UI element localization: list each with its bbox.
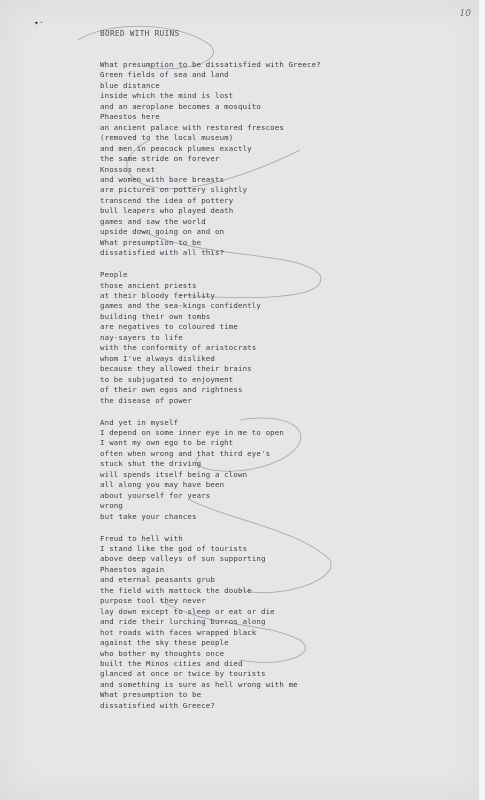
poem-line: Phaestos again	[100, 564, 165, 574]
poem-line: What presumption to be dissatisfied with Greece?	[100, 60, 321, 69]
poem-line: often when wrong and that third eye's	[100, 448, 271, 458]
poem-line: And yet in myself	[100, 417, 179, 427]
poem-line: the field with mattock the double	[100, 585, 252, 595]
poem-line: and ride their lurching burros along	[100, 617, 266, 627]
poem-line: whom I've always disliked	[100, 353, 215, 363]
poem-line: bull leapers who played death	[100, 206, 234, 216]
page-number: 10	[459, 9, 471, 19]
paper-edge	[479, 0, 485, 800]
poem-line: and women with bare breasts	[100, 174, 225, 184]
poem-line: are negatives to coloured time	[100, 322, 238, 332]
poem-line: Freud to hell with	[100, 533, 183, 543]
poem-line: and an aeroplane becomes a mosquito	[100, 101, 261, 111]
poem-line: transcend the idea of pottery	[100, 195, 234, 205]
poem-line: with the conformity of aristocrats	[100, 343, 257, 353]
poem-line: purpose tool they never	[100, 596, 206, 606]
poem-line: and men in peacock plumes exactly	[100, 143, 252, 153]
poem-line: I want my own ego to be right	[100, 438, 234, 448]
poem-line: What presumption to be	[100, 690, 202, 700]
poem-line: against the sky these people	[100, 638, 229, 648]
poem-line: games and the sea-kings confidently	[100, 301, 261, 311]
poem-line: built the Minos cities and died	[100, 658, 243, 668]
poem-line: Knossos next	[100, 164, 156, 174]
poem-line: I stand like the god of tourists	[100, 543, 248, 553]
poem-line: the disease of power	[100, 395, 192, 405]
poem-line: wrong	[100, 501, 123, 511]
poem-line: dissatisfied with Greece?	[100, 700, 215, 710]
poem-line: I depend on some inner eye in me to open	[100, 427, 284, 437]
poem-line: at their bloody fertility	[100, 291, 215, 301]
poem-line: and eternal peasants grub	[100, 575, 215, 585]
corner-mark: ✦·	[34, 18, 44, 27]
poem-line: but take your chances	[100, 511, 197, 521]
poem-line: nay-sayers to life	[100, 332, 183, 342]
poem-line: about yourself for years	[100, 490, 211, 500]
poem-line: who bother my thoughts once	[100, 648, 225, 658]
stanza	[100, 418, 470, 523]
poem-line: Phaestos here	[100, 112, 160, 122]
poem-line: because they allowed their brains	[100, 364, 252, 374]
poem-line: of their own egos and rightness	[100, 385, 243, 395]
poem-line: an ancient palace with restored frescoes	[100, 122, 284, 132]
poem-line: dissatisfied with all this?	[100, 248, 225, 258]
poem-line: inside which the mind is lost	[100, 91, 234, 101]
poem-line: stuck shut the driving	[100, 459, 202, 469]
poem-line: will spends itself being a clown	[100, 469, 248, 479]
poem-line: games and saw the world	[100, 216, 206, 226]
poem-line: lay down except to sleep or eat or die	[100, 606, 275, 616]
stanza	[100, 534, 470, 712]
poem-line: glanced at once or twice by tourists	[100, 669, 266, 679]
poem-line: are pictures on pottery slightly	[100, 185, 248, 195]
stanza	[100, 270, 470, 406]
poem-line: and something is sure as hell wrong with me	[100, 679, 298, 689]
poem-title: BORED WITH RUINS	[100, 29, 180, 38]
poem-line: building their own tombs	[100, 311, 211, 321]
poem-line: What presumption to be	[100, 237, 202, 247]
poem-line: above deep valleys of sun supporting	[100, 554, 266, 564]
poem-line: (removed to the local museum)	[100, 133, 234, 143]
poem-line: the same stride on forever	[100, 154, 220, 164]
poem-line: hot roads with faces wrapped black	[100, 627, 257, 637]
poem-line: People	[100, 270, 128, 280]
poem-line: upside down going on and on	[100, 227, 225, 237]
poem-line: all along you may have been	[100, 480, 225, 490]
poem-line: those ancient priests	[100, 280, 197, 290]
poem-body	[100, 60, 470, 723]
poem-line: Green fields of sea and land	[100, 70, 229, 80]
stanza	[100, 60, 470, 259]
poem-line: blue distance	[100, 80, 160, 90]
poem-line: to be subjugated to enjoyment	[100, 374, 234, 384]
